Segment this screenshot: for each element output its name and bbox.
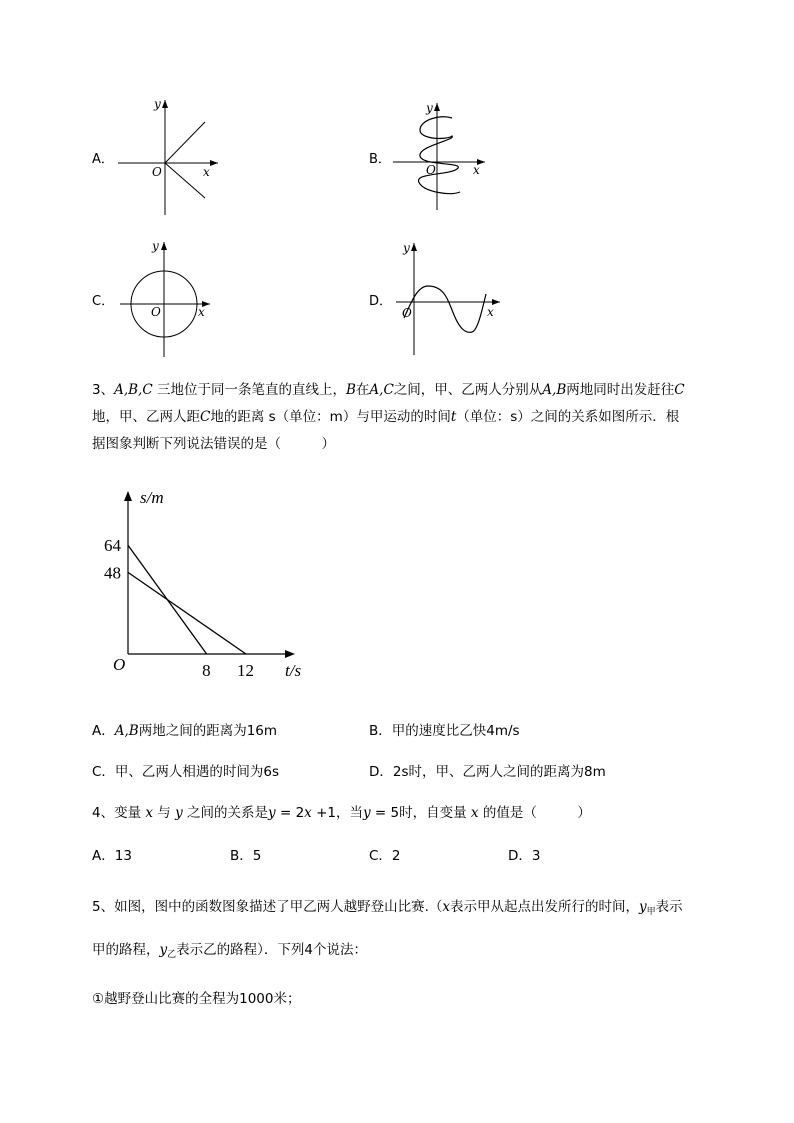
option-c-origin: O xyxy=(151,305,161,319)
option-a-label: A． xyxy=(92,152,114,167)
option-a-y-label: y xyxy=(154,97,161,111)
option-d-x-label: x xyxy=(487,305,494,319)
y-tick-label-64: 64 xyxy=(104,536,121,556)
q4-option-c: C．2 xyxy=(369,848,401,864)
q5-line-1: 5、如图，图中的函数图象描述了甲乙两人越野登山比赛.（x表示甲从起点出发所行的时间，$y_甲$表示 xyxy=(92,899,683,917)
q3-option-d: D．2s时，甲、乙两人之间的距离为8m xyxy=(369,764,606,780)
option-a-origin: O xyxy=(152,165,162,179)
q3-line-2: 地，甲、乙两人距C地的距离 s（单位：m）与甲运动的时间t（单位：s）之间的关系如图所示．根 xyxy=(92,409,680,425)
y-tick-label-48: 48 xyxy=(104,563,121,583)
chart-origin: O xyxy=(113,655,126,674)
option-d-y-label: y xyxy=(403,241,410,255)
option-b-label: B． xyxy=(369,152,391,167)
x-tick-label-8: 8 xyxy=(202,661,211,680)
option-c-label: C． xyxy=(92,294,115,309)
option-a-x-label: x xyxy=(203,165,210,179)
option-c-y-label: y xyxy=(152,239,159,253)
q5-item-1: ①越野登山比赛的全程为1000米； xyxy=(92,991,301,1007)
q4-option-d: D．3 xyxy=(508,848,541,864)
x-tick-label-12: 12 xyxy=(236,661,254,680)
q4-option-b: B．5 xyxy=(230,848,262,864)
option-d-origin: O xyxy=(402,306,412,320)
option-b-origin: O xyxy=(426,163,436,177)
q3-line-3: 据图象判断下列说法错误的是（ ） xyxy=(92,436,335,452)
option-c-x-label: x xyxy=(198,305,205,319)
series-line-yi xyxy=(128,572,246,654)
q3-option-a: A．A,B两地之间的距离为16m xyxy=(92,723,278,739)
chart-x-arrow xyxy=(285,650,295,658)
chart-ylabel: s/m xyxy=(140,488,164,507)
q4-stem: 4、变量 x 与 y 之间的关系是y = 2x +1，当y = 5时，自变量 x 的值是（ ） xyxy=(92,805,591,821)
option-b-x-label: x xyxy=(473,163,480,177)
q3-line-1: 3、A,B,C 三地位于同一条笔直的直线上，B在A,C之间，甲、乙两人分别从A,B两地同时出发赶往C xyxy=(92,382,685,398)
option-b-y-label: y xyxy=(426,101,433,115)
q3-option-b: B．甲的速度比乙快4m/s xyxy=(369,723,520,739)
q5-line-2: 甲的路程，$y_乙$表示乙的路程）．下列4个说法： xyxy=(92,942,367,960)
q4-option-a: A．13 xyxy=(92,848,132,864)
chart-xlabel: t/s xyxy=(285,661,302,680)
q3-option-c: C．甲、乙两人相遇的时间为6s xyxy=(92,764,280,780)
chart-y-arrow xyxy=(124,491,132,501)
option-d-label: D． xyxy=(369,294,393,309)
